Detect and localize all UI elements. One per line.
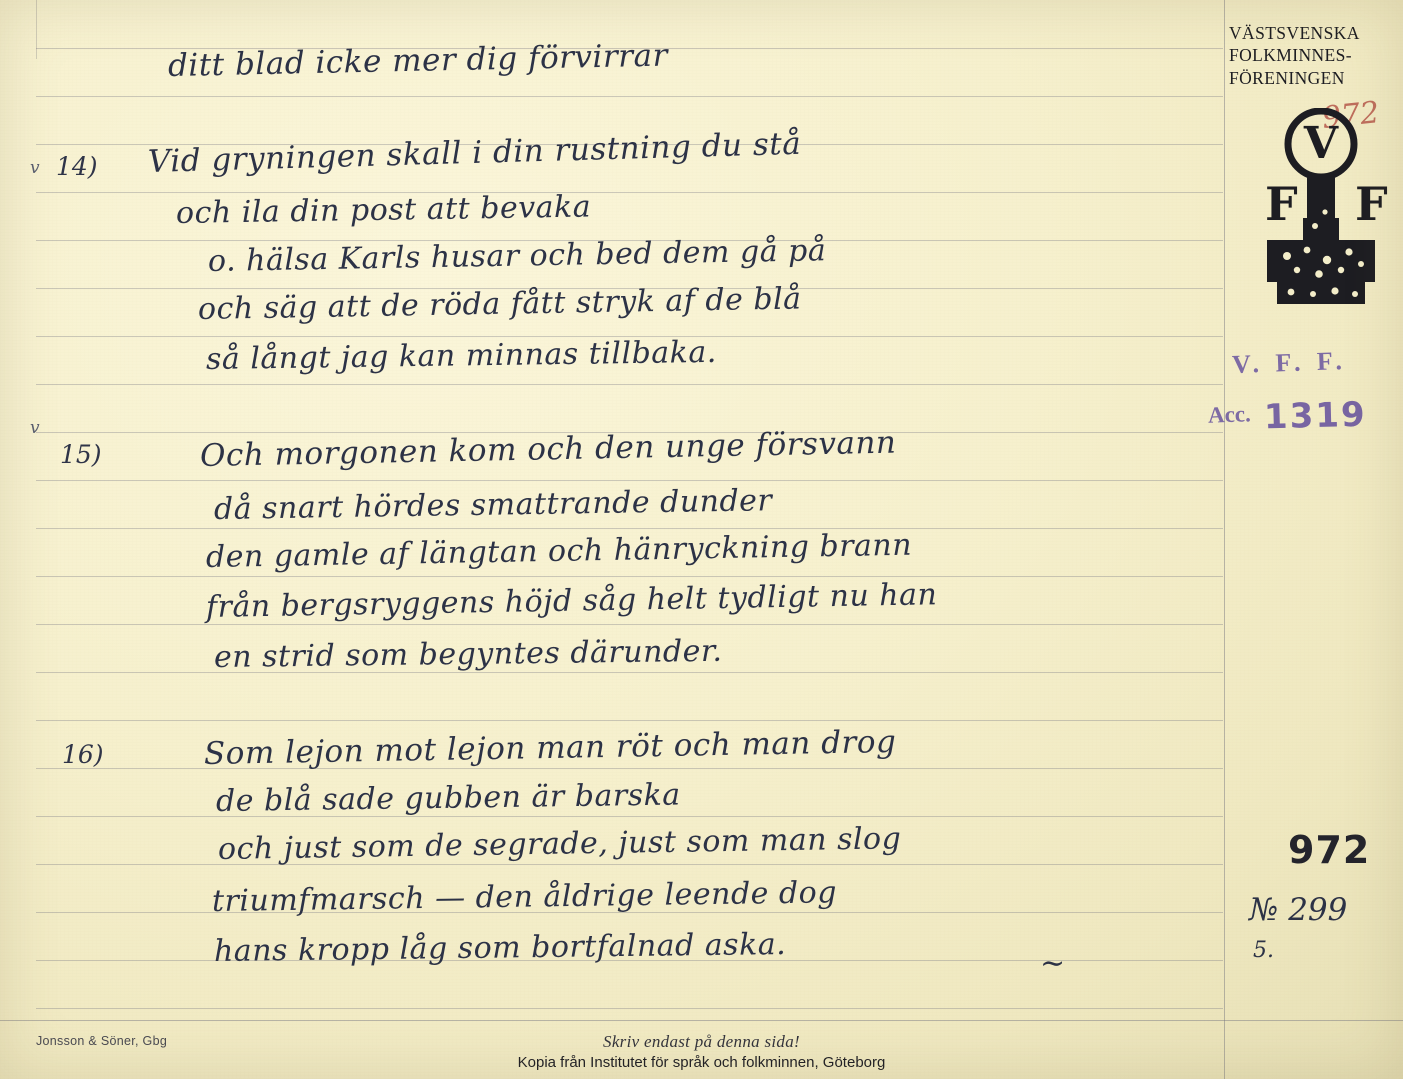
record-number-label: № (1249, 892, 1279, 928)
verse-15-line-5: en strid som begyntes därunder. (213, 633, 723, 675)
printer-imprint: Jonsson & Söner, Gbg (36, 1034, 168, 1048)
pen-flourish: ∼ (1040, 946, 1066, 981)
stamp-vff-initials: V. F. F. (1231, 346, 1348, 379)
record-sub-number: 5. (1253, 938, 1274, 963)
stamp-acc-label: Acc. (1207, 401, 1252, 428)
footer-divider (0, 1020, 1403, 1021)
verse-16-line-4: triumfmarsch — den åldrige leende dog (211, 875, 838, 919)
archive-number: 972 (1288, 828, 1371, 872)
svg-text:F: F (1265, 177, 1298, 231)
archive-credit: Kopia från Institutet för språk och folkminnen, Göteborg (517, 1054, 886, 1071)
organisation-header (1229, 22, 1381, 89)
verse-number-14: 14) (56, 152, 98, 181)
org-line-1: VÄSTSVENSKA (1229, 23, 1360, 43)
manuscript-top-line: ditt blad icke mer dig förvirrar (167, 37, 669, 84)
right-column-divider (1224, 0, 1225, 1079)
verse-number-15: 15) (60, 440, 102, 469)
verse-number-16: 16) (62, 740, 104, 769)
verse-16-line-1: Som lejon mot lejon man röt och man drog (203, 723, 897, 772)
vff-hammer-logo (1251, 108, 1391, 313)
verse-14-line-3: o. hälsa Karls husar och bed dem gå på (207, 233, 827, 279)
verse-14-line-5: så långt jag kan minnas tillbaka. (205, 334, 717, 377)
stamp-acc-number: 1319 (1263, 394, 1368, 438)
left-margin-line (36, 0, 37, 59)
record-number (1249, 892, 1347, 928)
verse-16-line-2: de blå sade gubben är barska (215, 777, 681, 819)
verse-14-line-1: Vid gryningen skall i din rustning du stå (147, 125, 802, 180)
writing-instruction: Skriv endast på denna sida! (603, 1032, 800, 1051)
verse-15-line-3: den gamle af längtan och hänryckning brann (205, 527, 913, 575)
verse-14-line-2: och ila din post att bevaka (175, 189, 592, 231)
verse-15-line-2: då snart hördes smattrande dunder (213, 483, 773, 527)
red-ink-number: 972 (1320, 95, 1381, 136)
verse-14-line-4: och säg att de röda fått stryk af de blå (197, 281, 802, 327)
svg-text:F: F (1355, 177, 1388, 231)
org-line-3: FÖRENINGEN (1229, 67, 1345, 88)
org-line-2: FOLKMINNES- (1229, 45, 1353, 66)
verse-16-line-3: och just som de segrade, just som man slog (217, 821, 902, 867)
record-number-value: 299 (1288, 892, 1348, 928)
verse-tick-14: v (30, 158, 40, 178)
verse-15-line-4: från bergsryggens höjd såg helt tydligt nu han (205, 577, 938, 625)
verse-16-line-5: hans kropp låg som bortfalnad aska. (213, 927, 787, 969)
verse-15-line-1: Och morgonen kom och den unge försvann (199, 424, 897, 474)
verse-tick-15: v (30, 418, 40, 438)
svg-text:V: V (1303, 118, 1339, 169)
